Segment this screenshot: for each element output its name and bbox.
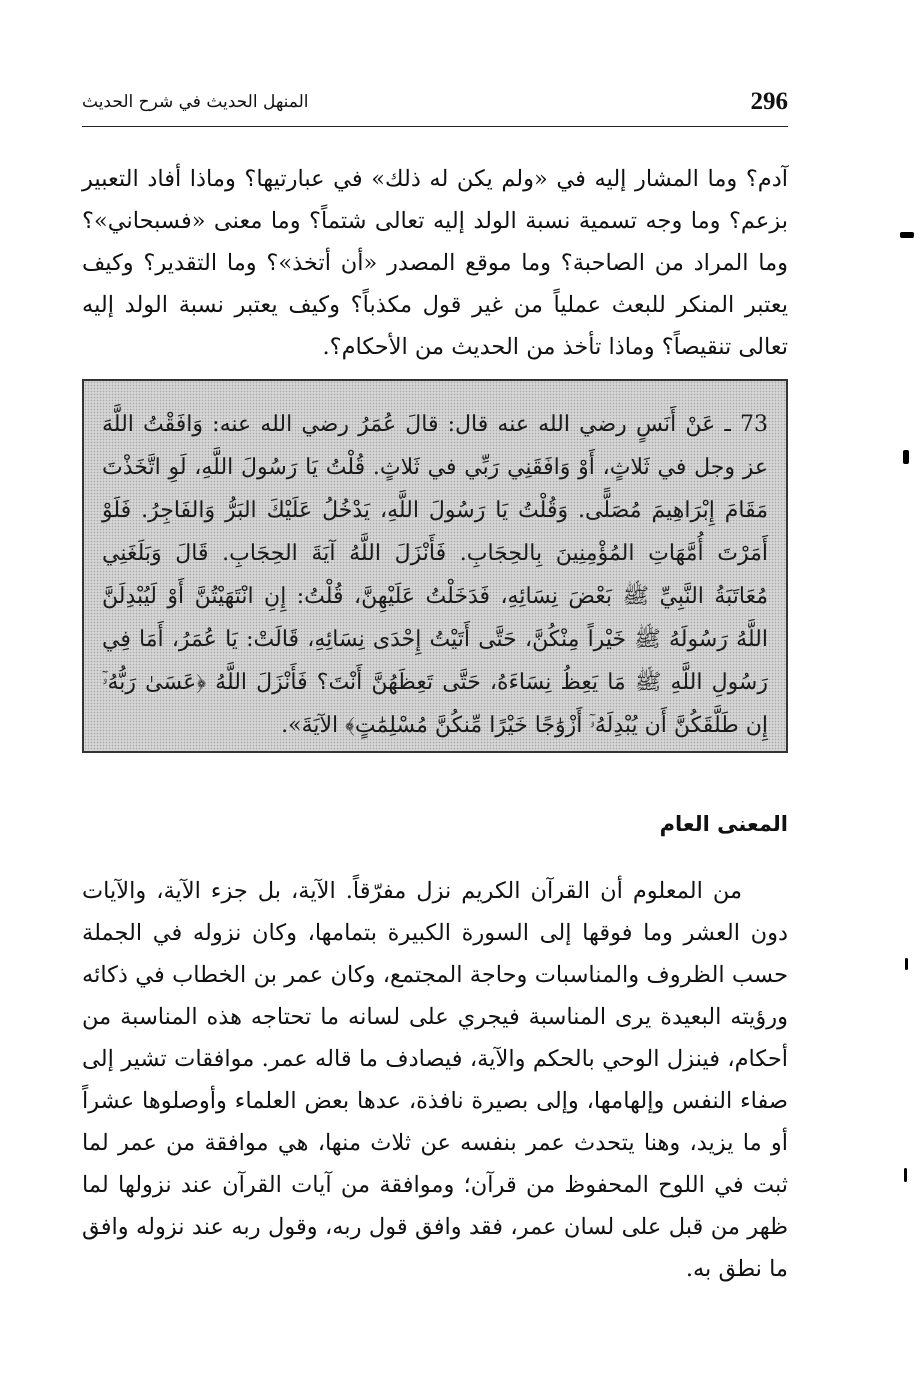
scan-edge-mark: [903, 450, 909, 464]
scan-edge-mark: [905, 958, 908, 970]
hadith-text: 73 ـ عَنْ أَنَسٍ رضي الله عنه قال: قالَ عُمَرُ رضي الله عنه: وَافَقْتُ اللَّهَ عز وجل في ثَلاثٍ، أَوْ وَافَقَنِي رَبِّي في ثَلاثٍ. قُلْتُ يَا رَسُولَ اللَّهِ، لَوِ اتَّخَذْتَ مَقَامَ إِبْرَاهِيمَ مُصَلًّى. وَقُلْتُ يَا رَسُولَ اللَّهِ، يَدْخُلُ عَلَيْكَ البَرُّ وَالفَاجِرُ. فَلَوْ أَمَرْتَ أُمَّهَاتِ المُؤْمِنِينَ بِالحِجَابِ. فَأَنْزَلَ اللَّهُ آيَةَ الحِجَابِ. قَالَ وَبَلَغَنِي مُعَاتَبَةُ النَّبِيِّ ﷺ بَعْضَ نِسَائِهِ، فَدَخَلْتُ عَلَيْهِنَّ، قُلْتُ: إِنِ انْتَهَيْتُنَّ أَوْ لَيُبْدِلَنَّ اللَّهُ رَسُولَهُ ﷺ خَيْراً مِنْكُنَّ، حَتَّى أَتَيْتُ إِحْدَى نِسَائِهِ، قَالَتْ: يَا عُمَرُ، أَمَا فِي رَسُولِ اللَّهِ ﷺ مَا يَعِظُ نِسَاءَهُ، حَتَّى تَعِظَهُنَّ أَنْتَ؟ فَأَنْزَلَ اللَّهُ ﴿عَسَىٰ رَبُّهُۥٓ إِن طَلَّقَكُنَّ أَن يُبْدِلَهُۥٓ أَزْوَٰجًا خَيْرًا مِّنكُنَّ مُسْلِمَٰتٍ﴾ الآيَةَ».: [102, 412, 768, 738]
running-title: المنهل الحديث في شرح الحديث: [82, 92, 309, 112]
hadith-box: [82, 379, 788, 753]
section-heading: المعنى العام: [659, 812, 788, 836]
scan-edge-mark: [904, 1168, 907, 1182]
general-meaning-paragraph: من المعلوم أن القرآن الكريم نزل مفرّقاً. الآية، بل جزء الآية، والآيات دون العشر وما فوقها إلى السورة الكبيرة بتمامها، وكان نزوله في الجملة حسب الظروف والمناسبات وحاجة المجتمع، وكان عمر بن الخطاب في ذكائه ورؤيته البعيدة يرى المناسبة فيجري على لسانه ما تحتاجه هذه المناسبة من أحكام، فينزل الوحي بالحكم والآية، فيصادف ما قاله عمر. موافقات تشير إلى صفاء النفس وإلهامها، وإلى بصيرة نافذة، عدها بعض العلماء وأوصلوها عشراً أو ما يزيد، وهنا يتحدث عمر بنفسه عن ثلاث منها، هي موافقة من عمر لما ثبت في اللوح المحفوظ من قرآن؛ وموافقة من آيات القرآن عند نزولها لما ظهر من قبل على لسان عمر، فقد وافق قول ربه، وقول ربه عند نزوله وافق ما نطق به.: [82, 878, 788, 1282]
questions-paragraph: آدم؟ وما المشار إليه في «ولم يكن له ذلك» في عبارتيها؟ وماذا أفاد التعبير بزعم؟ وما وجه تسمية نسبة الولد إليه تعالى شتماً؟ وما معنى «فسبحاني»؟ وما المراد من الصاحبة؟ وما موقع المصدر «أن أتخذ»؟ وما التقدير؟ وكيف يعتبر المنكر للبعث عملياً من غير قول مكذباً؟ وكيف يعتبر نسبة الولد إليه تعالى تنقيصاً؟ وماذا تأخذ من الحديث من الأحكام؟.: [82, 166, 788, 360]
page-header: [82, 86, 788, 127]
scan-edge-mark: [900, 232, 914, 238]
page-number: 296: [750, 88, 788, 115]
